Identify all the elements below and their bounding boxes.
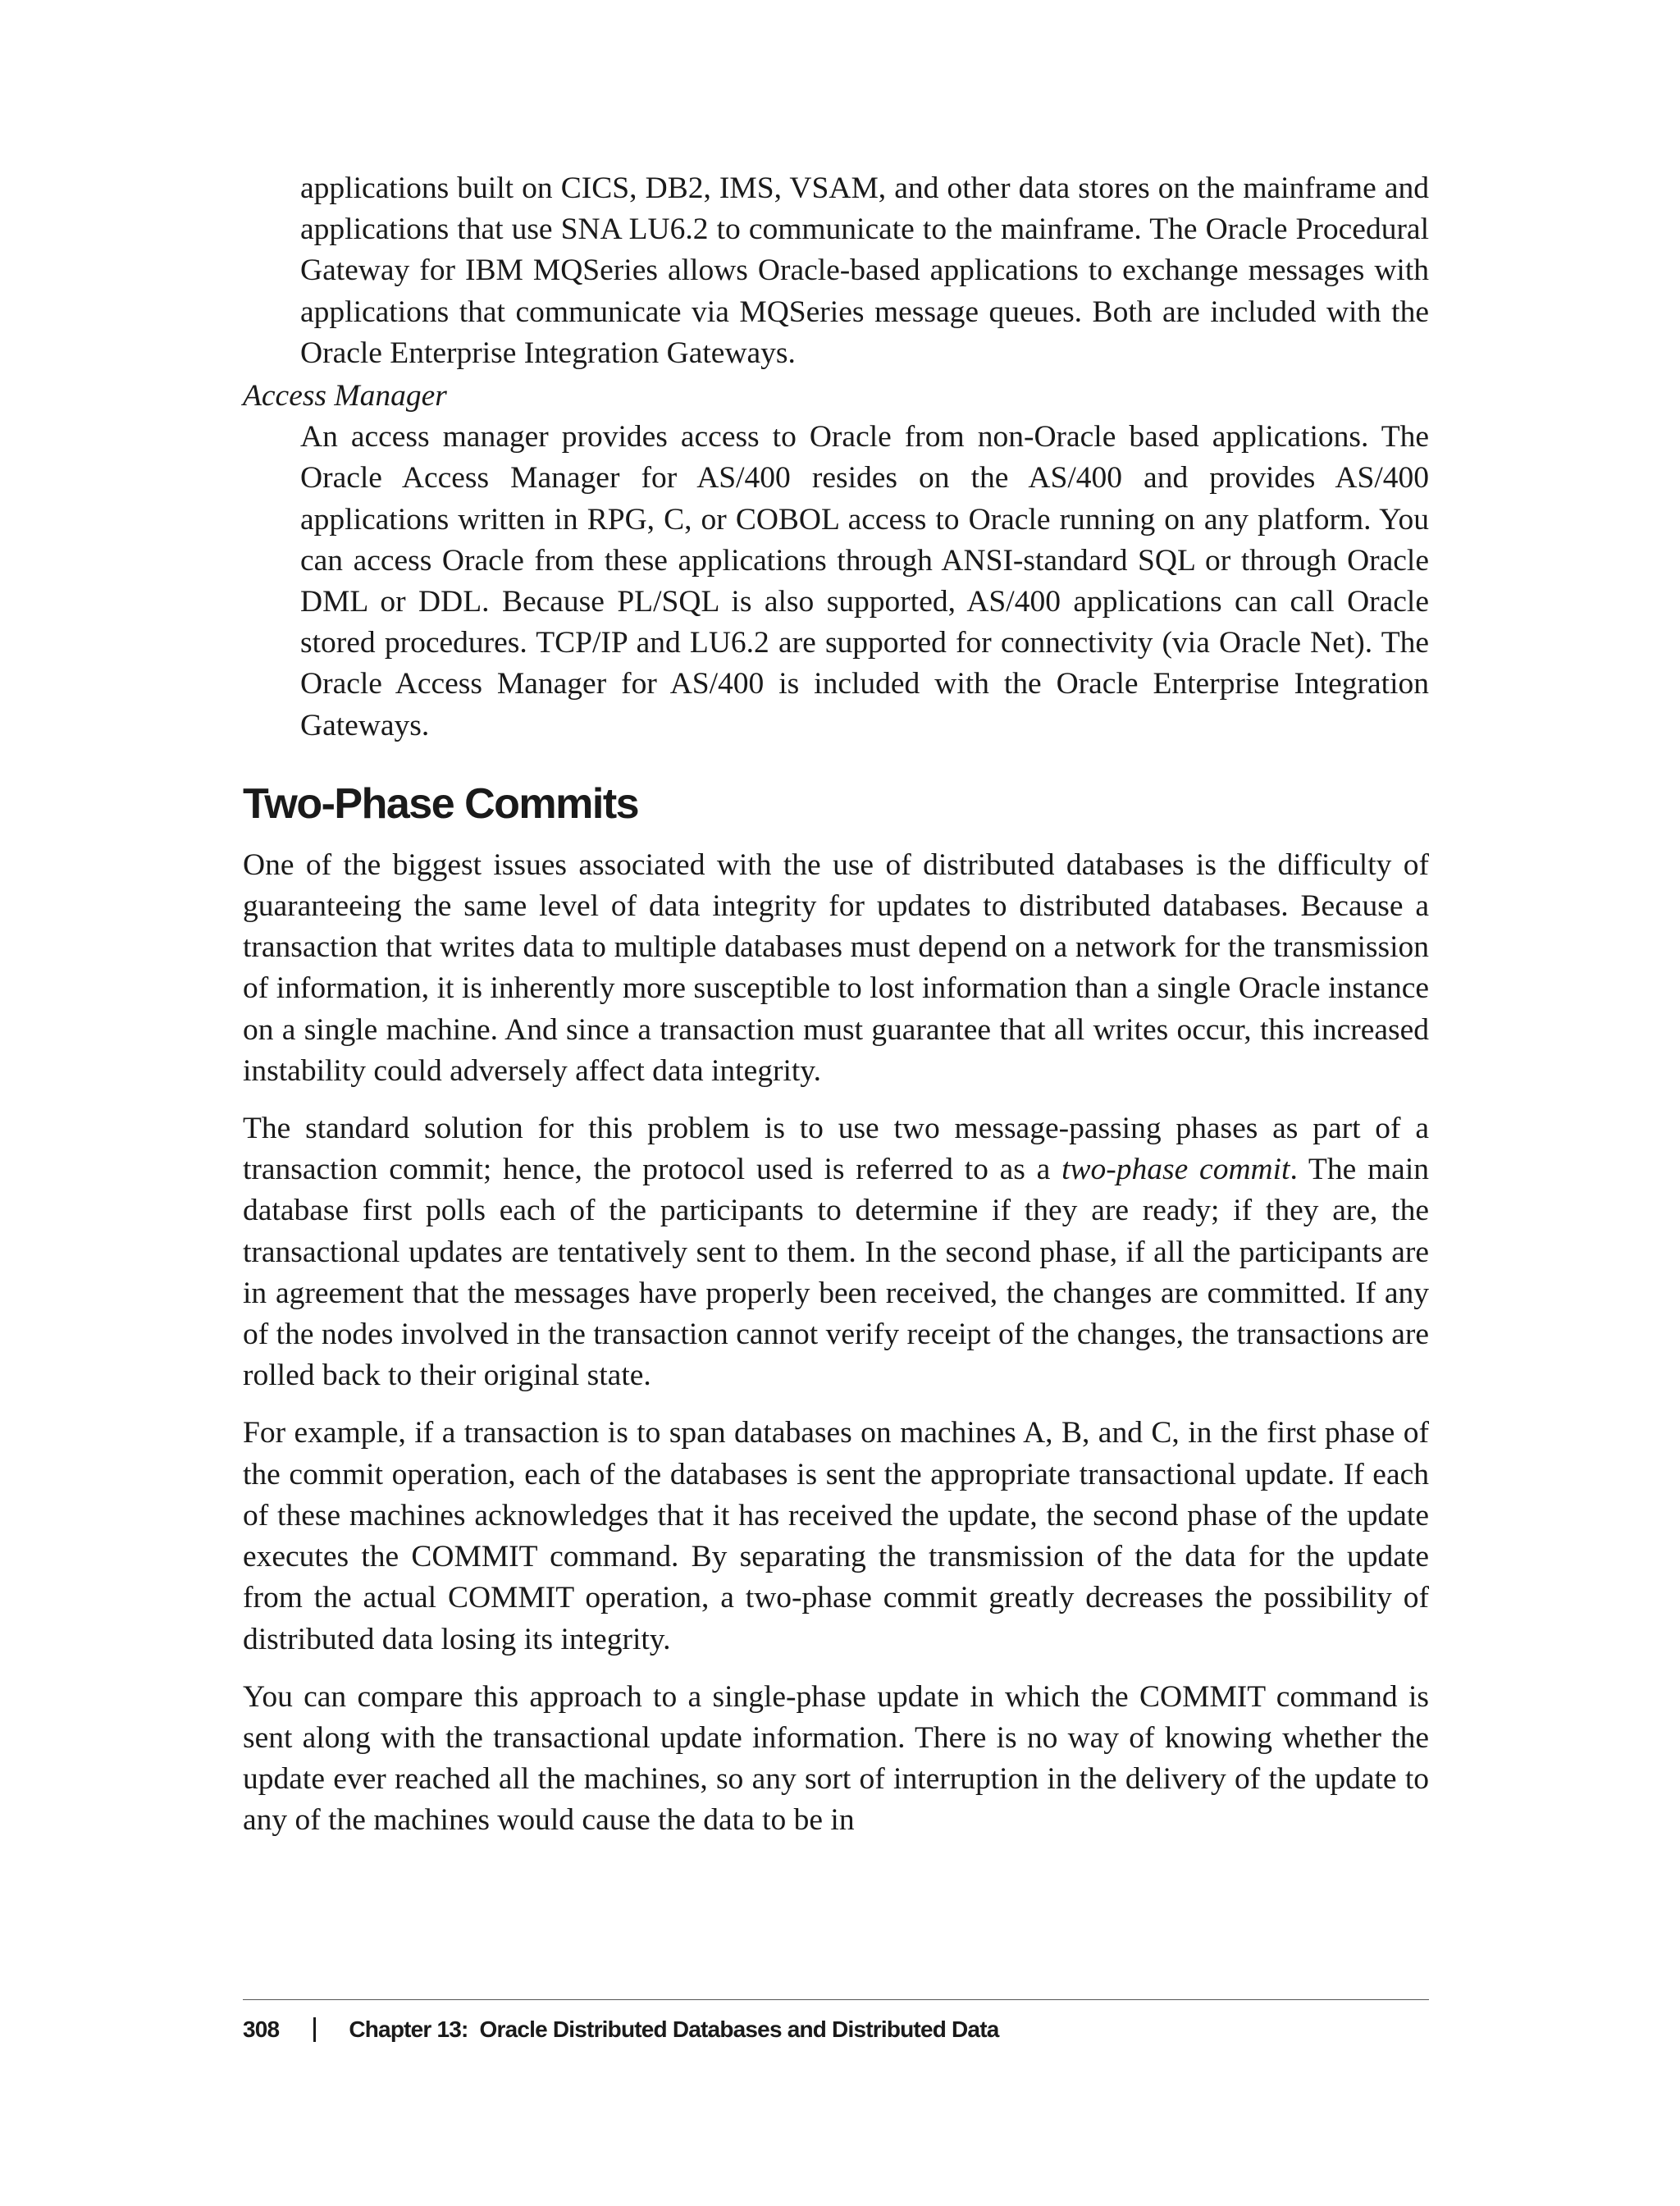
chapter-title: Chapter 13: Oracle Distributed Databases and Distributed Data (349, 2016, 999, 2042)
continuation-paragraph: applications built on CICS, DB2, IMS, VSAM, and other data stores on the mainframe and applications that use SNA LU6.2 to communicate to the mainframe. The Oracle Procedural Gateway for IBM MQSeries allows Oracle-based applications to exchange messages with applications that communicate via MQSeries message queues. Both are included with the Oracle Enterprise Integration Gateways. (300, 171, 1429, 370)
section-heading: Two-Phase Commits (243, 779, 639, 828)
page-footer (243, 1999, 1429, 2043)
body-paragraph-1: One of the biggest issues associated with the use of distributed databases is the difficulty of guaranteeing the same level of data integrity for updates to distributed databases. Because a transaction that writes data to multiple databases must depend on a network for the transmission of information, it is inherently more susceptible to lost information than a single Oracle instance on a single machine. And since a transaction must guarantee that all writes occur, this increased instability could adversely affect data integrity. (243, 847, 1429, 1088)
paragraph-text-before-term: The standard solution for this problem is to use two message-passing phases as part of a transaction commit; hence, the protocol used is referred to as a (243, 1112, 1429, 1187)
body-paragraph-3: For example, if a transaction is to span databases on machines A, B, and C, in the first phase of the commit operation, each of the databases is sent the appropriate transactional update. If each of these machines acknowledges that it has received the update, the second phase of the update executes the COMMIT command. By separating the transmission of the data for the update from the actual COMMIT operation, a two-phase commit greatly decreases the possibility of distributed data losing its integrity. (243, 1416, 1429, 1656)
paragraph-text-after-term: . The main database first polls each of the participants to determine if they are ready; if they are, the transactional updates are tentatively sent to them. In the second phase, if all the participants are in agreement that the messages have properly been received, the changes are committed. If any of the nodes involved in the transaction cannot verify receipt of the changes, the transactions are rolled back to their original state. (243, 1153, 1429, 1393)
footer-separator (313, 2017, 316, 2042)
page-number: 308 (243, 2016, 280, 2042)
page-body (243, 168, 1429, 1842)
footer-divider (243, 1999, 1429, 2000)
body-paragraph-4: You can compare this approach to a single-phase update in which the COMMIT command is sent along with the transactional update information. There is no way of knowing whether the update ever reached all the machines, so any sort of interruption in the delivery of the update to any of the machines would cause the data to be in (243, 1679, 1429, 1838)
emphasized-term: two-phase commit (1061, 1153, 1290, 1187)
body-paragraph-2 (243, 1108, 1429, 1396)
definition-term: Access Manager (243, 379, 447, 413)
footer-line (243, 2016, 1429, 2043)
definition-description: An access manager provides access to Oracle from non-Oracle based applications. The Oracle Access Manager for AS/400 resides on the AS/400 and provides AS/400 applications written in RPG, C, or COBOL access to Oracle running on any platform. You can access Oracle from these applications through ANSI-standard SQL or through Oracle DML or DDL. Because PL/SQL is also supported, AS/400 applications can call Oracle stored procedures. TCP/IP and LU6.2 are supported for connectivity (via Oracle Net). The Oracle Access Manager for AS/400 is included with the Oracle Enterprise Integration Gateways. (300, 420, 1429, 742)
definition-access-manager (243, 376, 1429, 747)
